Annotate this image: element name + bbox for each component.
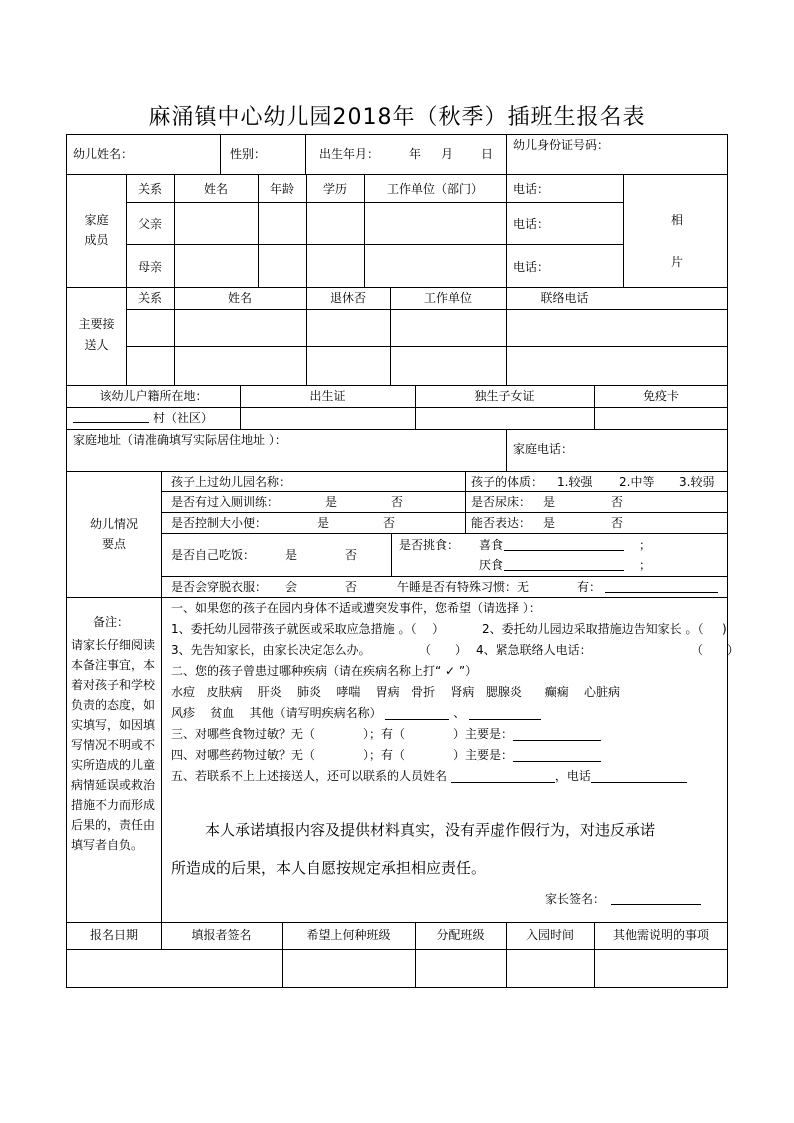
emergency-option-1: 1、委托幼儿园带孩子就医或采取应急措施 。（ ） [171,622,445,636]
pledge-line-1: 本人承诺填报内容及提供材料真实，没有弄虚作假行为，对违反承诺 [205,821,656,839]
only-child-cert-label: 独生子女证 [474,389,535,403]
gender-label: 性别： [230,147,267,161]
bedwetting-label: 是否尿床： [471,495,532,509]
other-disease-separator: 、 [453,706,466,720]
dislikes-food-label: 厌食 [479,558,504,572]
toilet-no: 否 [391,495,404,509]
self-feeding-no: 否 [345,548,358,562]
address-label: 家庭地址（请准确填写实际居住地址 ）： [73,433,287,447]
birth-cert-label: 出生证 [309,389,346,403]
family-header-name: 姓名 [203,182,228,196]
family-header-age: 年龄 [269,182,294,196]
bowel-yes: 是 [317,516,330,530]
pickup-header-retired: 退休否 [329,291,366,305]
parent-signature-line[interactable] [611,892,701,905]
footer-header-other: 其他需说明的事项 [612,928,709,942]
photo-label-2: 片 [671,255,684,269]
child-name-label: 幼儿姓名： [73,147,134,161]
birth-month-label: 月 [441,147,454,161]
bedwetting-yes: 是 [543,495,556,509]
birth-year-label: 年 [409,147,422,161]
birth-day-label: 日 [481,147,494,161]
food-allergy-question: 三、对哪些食物过敏？无（ ）；有（ ）主要是： [171,727,601,741]
situation-label: 幼儿情况 [89,517,138,531]
footer-header-signer: 填报者签名 [191,928,252,942]
disease-item: 贫血 [210,706,235,720]
physique-option-3: 3.较弱 [679,475,715,489]
notes-label: 备注： [93,615,130,629]
disease-item: 哮喘 [336,685,361,699]
footer-header-date: 报名日期 [89,928,138,942]
toilet-yes: 是 [325,495,338,509]
disease-item: 骨折 [411,685,436,699]
family-header-education: 学历 [322,182,347,196]
disease-item: 皮肤病 [206,685,243,699]
disease-item: 肾病 [450,685,475,699]
disease-item: 胃病 [375,685,400,699]
footer-header-entry-time: 入园时间 [525,928,574,942]
toilet-training-label: 是否有过入厕训练： [171,495,280,509]
family-label-2: 成员 [84,233,109,247]
family-header-relation: 关系 [137,182,162,196]
vaccine-card-label: 免疫卡 [642,389,679,403]
physique-option-1: 1.较强 [557,475,593,489]
likes-food-label: 喜食 [479,538,504,552]
village-label: 村（社区） [153,411,214,425]
emergency-option-2: 2、委托幼儿园边采取措施边告知家长 。（ [482,622,716,636]
disease-item: 肺炎 [297,685,322,699]
disease-item: 心脏病 [584,685,621,699]
disease-item: 肝炎 [257,685,282,699]
other-disease-label: 其他（请写明疾病名称） [249,706,382,720]
pledge-line-2: 所造成的后果，本人自愿按规定承担相应责任。 [171,859,487,877]
page-title: 麻涌镇中心幼儿园2018年（秋季）插班生报名表 [148,105,646,130]
situation-label-2: 要点 [101,537,126,551]
pickup-header-relation: 关系 [137,291,162,305]
physique-option-2: 2.中等 [619,475,655,489]
nap-habit-label: 午睡是否有特殊习惯：无 [397,580,530,594]
emergency-option-4-box: （ ） [691,643,740,657]
dressing-yes: 会 [285,580,298,594]
physique-label: 孩子的体质： [471,475,544,489]
drug-allergy-question: 四、对哪些药物过敏？无（ ）；有（ ）主要是： [171,748,601,762]
dressing-no: 否 [345,580,358,594]
emergency-option-4: 4、紧急联络人电话： [476,643,592,657]
picky-eater-label: 是否挑食： [399,538,460,552]
family-header-workplace: 工作单位（部门） [386,182,483,196]
self-feeding-label: 是否自己吃饭： [171,548,256,562]
mother-label: 母亲 [137,260,162,274]
notes-text: 请家长仔细阅读本备注事宜，本着对孩子和学校负责的态度，如实填写，如因填写情况不明或不实所造成的儿童病情延误或救治措施不力而形成后果的，责任由填写者自负。 [71,638,156,852]
disease-item: 腮腺炎 [485,685,522,699]
pickup-label: 主要接 [78,317,115,331]
household-label: 该幼儿户籍所在地： [99,389,208,403]
family-label: 家庭 [84,213,109,227]
photo-label: 相 [671,213,684,227]
express-no: 否 [611,516,624,530]
family-phone-label-1: 电话： [513,182,550,196]
disease-item: 风疹 [171,706,196,720]
home-phone-label: 家庭电话： [513,442,574,456]
emergency-option-3: 3、先告知家长，由家长决定怎么办。 [171,643,371,657]
dressing-label: 是否会穿脱衣服： [171,580,268,594]
disease-item: 水痘 [171,685,196,699]
birth-label: 出生年月： [319,147,380,161]
extra-contact-question: 五、若联系不上上述接送人，还可以联系的人员姓名 ，电话 [171,769,687,783]
emergency-question: 一、如果您的孩子在园内身体不适或遭突发事件，您希望（请选择 ）： [171,601,541,615]
pickup-header-name: 姓名 [227,291,252,305]
disease-list-1 [171,685,620,699]
disease-item: 癫痫 [544,685,569,699]
bowel-control-label: 是否控制大小便： [171,516,268,530]
family-phone-label-3: 电话： [513,260,550,274]
disease-list-2 [171,706,541,720]
father-label: 父亲 [137,217,162,231]
express-yes: 是 [543,516,556,530]
bowel-no: 否 [383,516,396,530]
dislikes-semicolon: ； [639,558,652,572]
emergency-option-3-box: （ ） [419,643,468,657]
family-phone-label-2: 电话： [513,217,550,231]
bedwetting-no: 否 [611,495,624,509]
express-label: 能否表达： [471,516,532,530]
parent-signature-label: 家长签名： [545,892,606,906]
pickup-header-phone: 联络电话 [540,291,589,305]
pickup-header-workplace: 工作单位 [423,291,472,305]
registration-form [66,134,740,988]
id-number-label: 幼儿身份证号码： [513,138,610,152]
nap-habit-yes: 有： [577,580,602,594]
emergency-option-2-close: ) [722,622,727,636]
pickup-label-2: 送人 [84,338,109,352]
kindergarten-name-label: 孩子上过幼儿园名称： [171,475,292,489]
disease-question: 二、您的孩子曾患过哪种疾病（请在疾病名称上打“ ✓ ”） [171,664,478,678]
likes-semicolon: ； [639,538,652,552]
self-feeding-yes: 是 [285,548,298,562]
footer-header-class-wish: 希望上何种班级 [306,928,391,942]
footer-header-assigned-class: 分配班级 [436,928,485,942]
